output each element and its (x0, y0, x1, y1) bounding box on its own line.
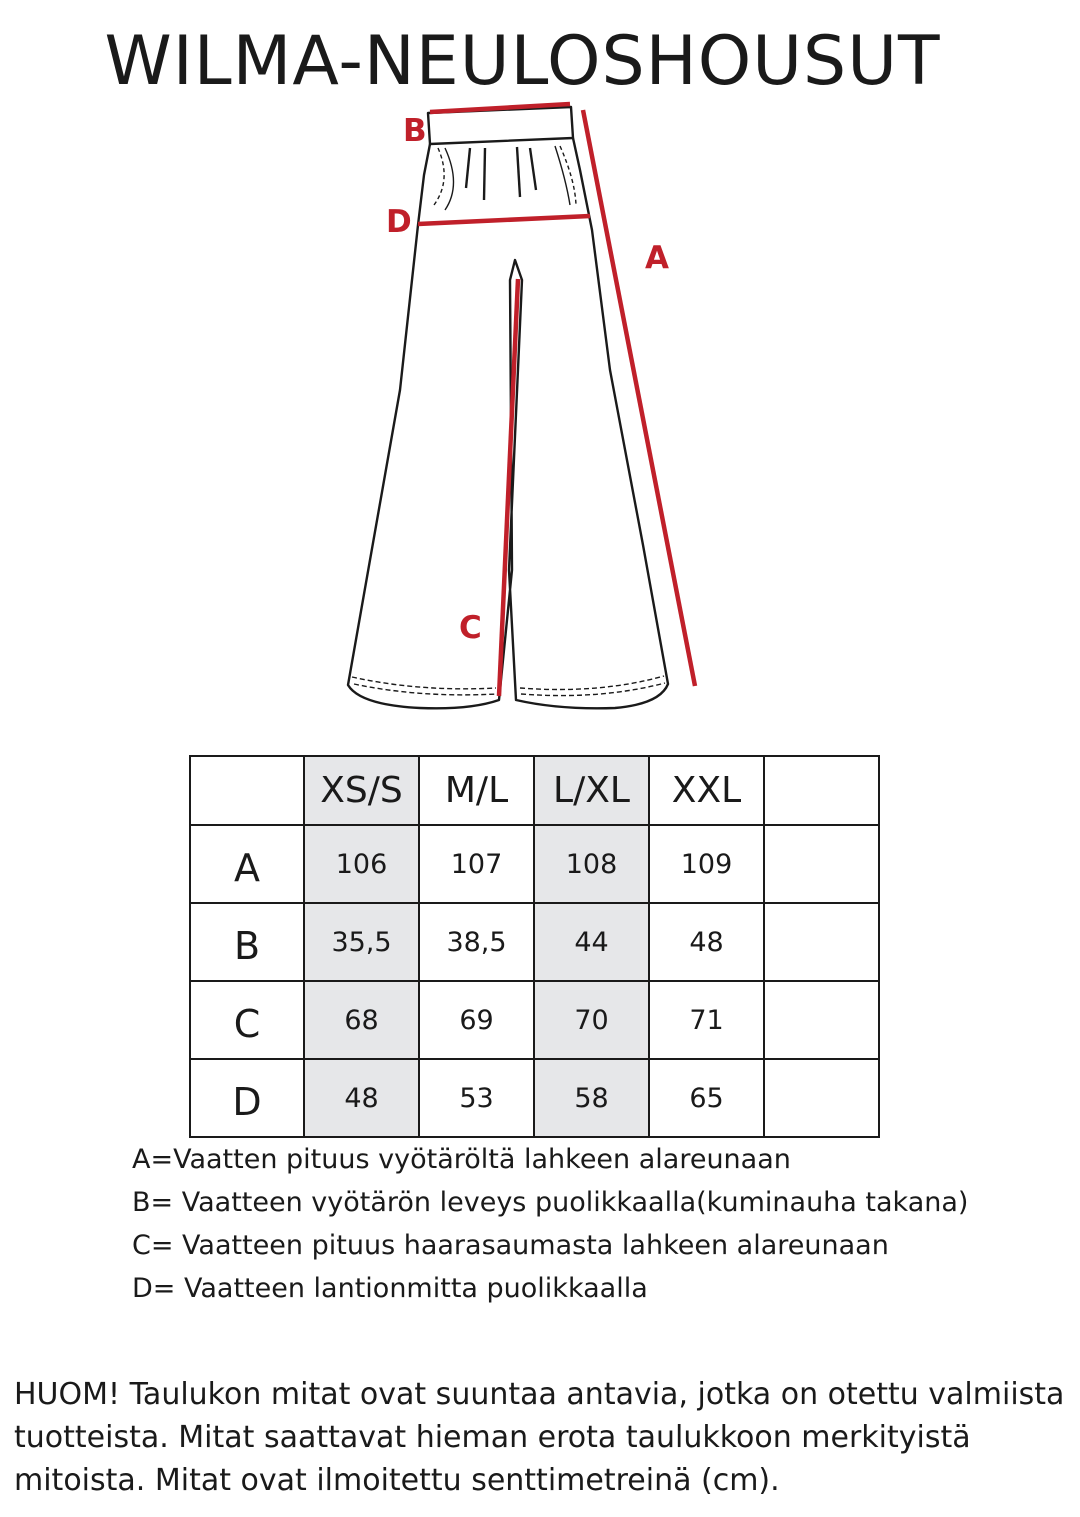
table-cell: 106 (304, 825, 419, 903)
table-cell: 44 (534, 903, 649, 981)
table-cell: 38,5 (419, 903, 534, 981)
table-cell (764, 825, 879, 903)
table-cell: 69 (419, 981, 534, 1059)
table-cell: 65 (649, 1059, 764, 1137)
table-row (190, 825, 879, 903)
table-cell: 58 (534, 1059, 649, 1137)
table-cell (764, 903, 879, 981)
table-cell: 53 (419, 1059, 534, 1137)
size-header: M/L (419, 756, 534, 825)
measure-line-a (583, 110, 695, 686)
size-table (189, 755, 880, 1138)
table-cell: 108 (534, 825, 649, 903)
pants-outline (348, 107, 668, 708)
pants-diagram (0, 95, 1080, 725)
page-title: WILMA-NEULOSHOUSUT (104, 22, 941, 101)
legend-item-b: B= Vaatteen vyötärön leveys puolikkaalla(kuminauha takana) (132, 1187, 969, 1218)
legend-item-c: C= Vaatteen pituus haarasaumasta lahkeen alareunaan (132, 1230, 889, 1261)
measure-label-d: D (386, 204, 412, 240)
row-label: B (190, 903, 304, 981)
measurement-legend (132, 1138, 968, 1310)
table-cell: 48 (304, 1059, 419, 1137)
table-cell (764, 1059, 879, 1137)
size-table-header-row (190, 756, 879, 825)
table-cell: 109 (649, 825, 764, 903)
row-label: D (190, 1059, 304, 1137)
table-row (190, 981, 879, 1059)
table-cell: 71 (649, 981, 764, 1059)
legend-item-d: D= Vaatteen lantionmitta puolikkaalla (132, 1273, 648, 1304)
measure-label-a: A (645, 240, 669, 276)
table-cell: 107 (419, 825, 534, 903)
legend-item-a: A=Vaatten pituus vyötäröltä lahkeen alareunaan (132, 1144, 791, 1175)
size-table-corner (190, 756, 304, 825)
table-row (190, 903, 879, 981)
table-cell: 70 (534, 981, 649, 1059)
row-label: A (190, 825, 304, 903)
measure-line-c (499, 279, 518, 696)
disclaimer-note: HUOM! Taulukon mitat ovat suuntaa antavia, jotka on otettu valmiista tuotteista. Mitat saattavat hieman erota taulukkoon merkityistä mitoista. Mitat ovat ilmoitettu senttimetreinä (cm). (14, 1377, 1065, 1498)
table-cell (764, 981, 879, 1059)
table-cell: 48 (649, 903, 764, 981)
table-cell: 35,5 (304, 903, 419, 981)
measure-line-d (418, 216, 590, 224)
table-cell: 68 (304, 981, 419, 1059)
size-header: L/XL (534, 756, 649, 825)
size-header: XXL (649, 756, 764, 825)
size-header (764, 756, 879, 825)
row-label: C (190, 981, 304, 1059)
measure-label-c: C (459, 610, 482, 646)
measure-label-b: B (403, 113, 427, 149)
table-row (190, 1059, 879, 1137)
size-header: XS/S (304, 756, 419, 825)
